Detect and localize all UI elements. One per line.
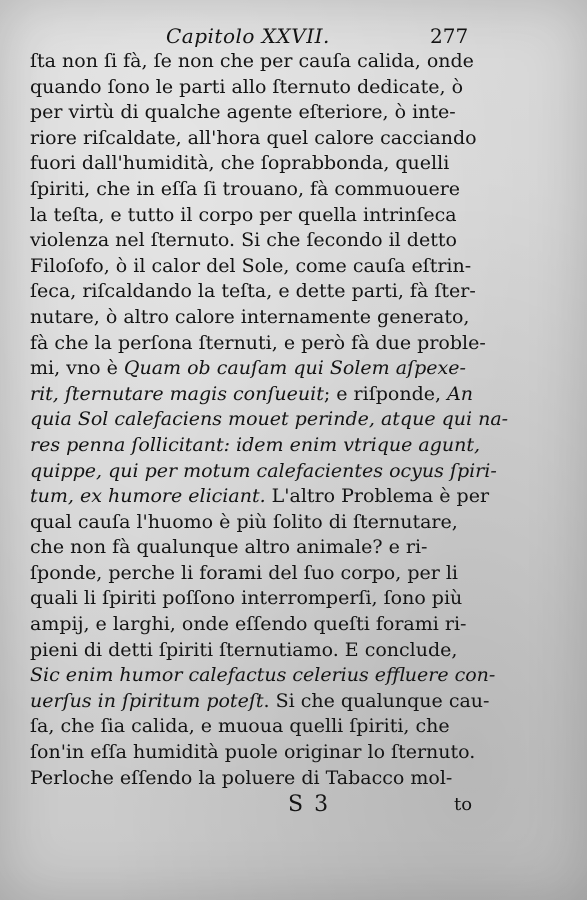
- text-segment: Filoſofo, ò il calor del Sole, come cauſa eſtrin-: [30, 254, 472, 277]
- text-segment: violenza nel ſternuto. Si che ſecondo il detto: [30, 229, 457, 252]
- text-line: [30, 740, 530, 766]
- text-segment: ; e riſponde,: [323, 382, 448, 405]
- text-segment: pieni di detti ſpiriti ſternutiamo. E conclude,: [30, 638, 458, 661]
- text-segment: ſon'in eſſa humidità puole originar lo ſternuto.: [30, 741, 476, 764]
- text-line: [30, 177, 530, 203]
- text-line: [30, 203, 530, 229]
- text-line: [30, 75, 530, 101]
- text-line: [30, 126, 530, 152]
- italic-text-segment: res penna ſollicitant: idem enim vtrique agunt,: [30, 433, 481, 456]
- text-segment: la teſta, e tutto il corpo per quella intrinſeca: [30, 203, 457, 226]
- page-header: [160, 20, 480, 50]
- italic-text-segment: quippe, qui per motum calefacientes ocyus ſpiri-: [30, 459, 497, 482]
- text-segment: fà che la perſona ſternuti, e però fà due proble-: [30, 331, 486, 354]
- italic-text-segment: Sic enim humor calefactus celerius effluere con-: [30, 664, 496, 687]
- text-segment: qual cauſa l'huomo è più ſolito di ſternutare,: [30, 510, 458, 533]
- text-line: [30, 663, 530, 689]
- text-segment: ſpiriti, che in eſſa ſi trouano, fà commuouere: [30, 177, 461, 200]
- text-segment: ſa, che ſia calida, e muoua quelli ſpiriti, che: [30, 715, 450, 738]
- text-segment: quali li ſpiriti poſſono interromperſi, ſono più: [30, 587, 463, 610]
- text-line: [30, 459, 530, 485]
- text-line: [30, 510, 530, 536]
- text-segment: riore riſcaldate, all'hora quel calore cacciando: [30, 126, 477, 149]
- text-line: [30, 49, 530, 75]
- italic-text-segment: quia Sol calefaciens mouet perinde, atque qui na-: [30, 408, 509, 431]
- text-line: [30, 535, 530, 561]
- text-line: [30, 407, 530, 433]
- text-segment: ſeca, riſcaldando la teſta, e dette parti, fà ſter-: [30, 280, 476, 303]
- text-segment: Perloche eſſendo la poluere di Tabacco mol-: [30, 766, 453, 789]
- text-line: [30, 714, 530, 740]
- page-footer: [30, 792, 530, 826]
- text-line: [30, 228, 530, 254]
- text-line: [30, 433, 530, 459]
- catchword: to: [454, 794, 473, 815]
- italic-text-segment: An: [447, 382, 474, 405]
- text-line: [30, 382, 530, 408]
- text-line: [30, 254, 530, 280]
- italic-text-segment: tum, ex humore eliciant.: [30, 485, 266, 508]
- text-segment: nutare, ò altro calore internamente generato,: [30, 305, 470, 328]
- text-line: [30, 279, 530, 305]
- text-line: [30, 586, 530, 612]
- text-segment: che non fà qualunque altro animale? e ri-: [30, 536, 428, 559]
- text-segment: ſponde, perche li forami del ſuo corpo, per li: [30, 561, 459, 584]
- text-line: [30, 151, 530, 177]
- running-title: Capitolo XXVII.: [166, 24, 330, 48]
- text-segment: mi, vno è: [30, 357, 124, 380]
- text-line: [30, 305, 530, 331]
- italic-text-segment: uerſus in ſpiritum poteſt: [30, 689, 264, 712]
- text-line: [30, 356, 530, 382]
- text-line: [30, 638, 530, 664]
- text-segment: ampij, e larghi, onde eſſendo queſti forami ri-: [30, 613, 467, 636]
- text-segment: ſta non ſi fà, ſe non che per cauſa calida, onde: [30, 50, 474, 72]
- text-segment: quando ſono le parti allo ſternuto dedicate, ò: [30, 75, 464, 98]
- text-line: [30, 100, 530, 126]
- body-text: [30, 49, 530, 791]
- text-segment: . Si che qualunque cau-: [263, 689, 490, 712]
- text-line: [30, 766, 530, 792]
- text-segment: per virtù di qualche agente eſteriore, ò inte-: [30, 101, 456, 124]
- italic-text-segment: rit, ſternutare magis conſueuit: [30, 382, 324, 405]
- text-segment: L'altro Problema è per: [265, 485, 490, 508]
- page-number: 277: [430, 24, 469, 48]
- signature-mark: S 3: [288, 792, 331, 817]
- text-segment: fuori dall'humidità, che ſoprabbonda, quelli: [30, 152, 450, 175]
- text-line: [30, 331, 530, 357]
- text-line: [30, 484, 530, 510]
- text-line: [30, 612, 530, 638]
- italic-text-segment: Quam ob cauſam qui Solem aſpexe-: [123, 357, 466, 380]
- text-line: [30, 689, 530, 715]
- text-line: [30, 561, 530, 587]
